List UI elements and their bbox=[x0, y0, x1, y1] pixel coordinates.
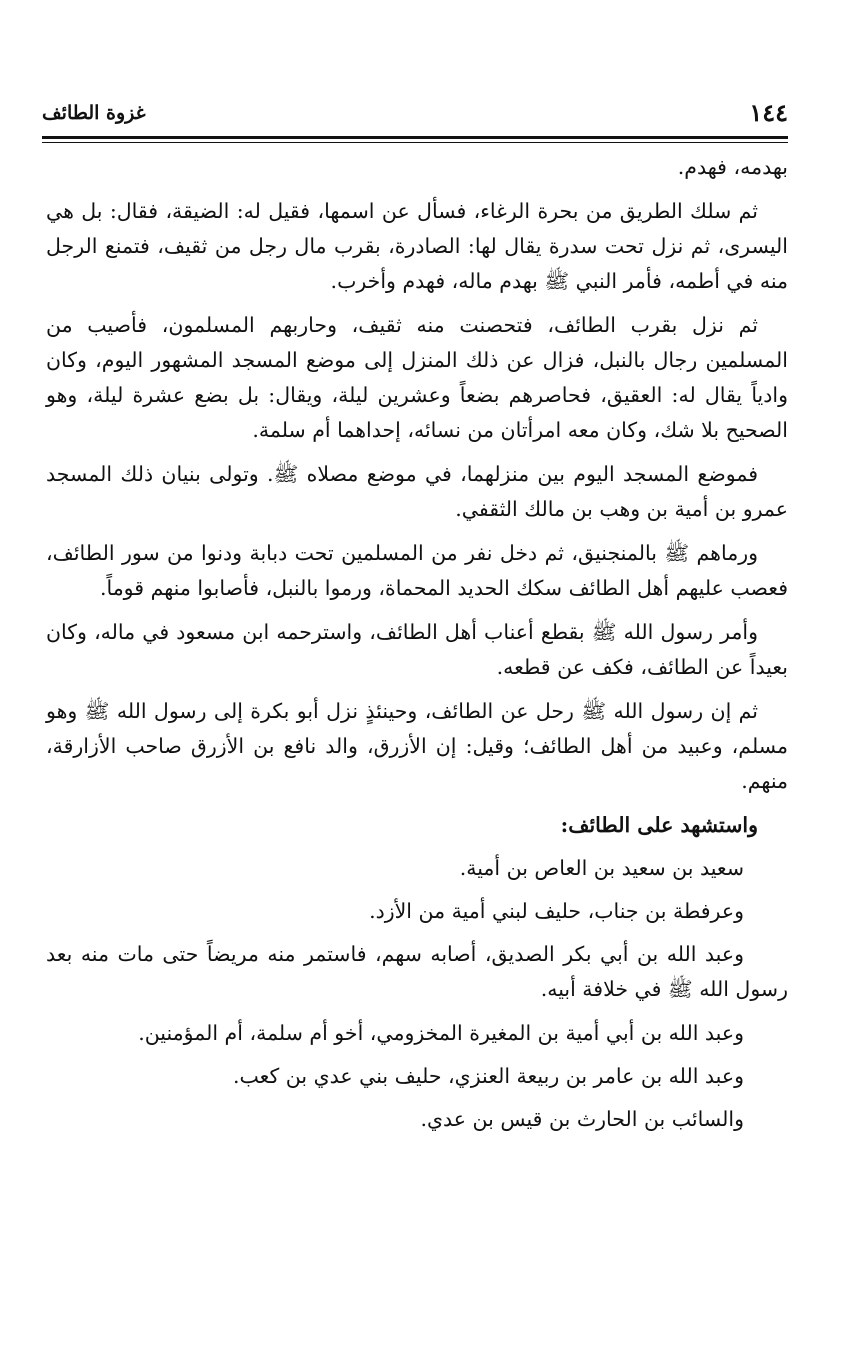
martyr-entry: والسائب بن الحارث بن قيس بن عدي. bbox=[420, 1107, 744, 1131]
header-rule-thick bbox=[42, 136, 788, 139]
paragraph: فموضع المسجد اليوم بين منزلهما، في موضع مصلاه ﷺ. وتولى بنيان ذلك المسجد عمرو بن أمية بن وهب بن مالك الثقفي. bbox=[46, 462, 788, 521]
paragraph-continuation: بهدمه، فهدم. bbox=[677, 155, 788, 179]
running-title: غزوة الطائف bbox=[42, 102, 146, 124]
page-number: ١٤٤ bbox=[749, 98, 788, 127]
body-text bbox=[46, 150, 788, 1145]
page-header bbox=[42, 98, 788, 132]
martyr-entry: وعبد الله بن أبي أمية بن المغيرة المخزومي، أخو أم سلمة، أم المؤمنين. bbox=[138, 1021, 744, 1045]
martyr-entry: وعبد الله بن أبي بكر الصديق، أصابه سهم، فاستمر منه مريضاً حتى مات منه بعد رسول الله ﷺ في خلافة أبيه. bbox=[46, 942, 788, 1001]
martyr-entry: سعيد بن سعيد بن العاص بن أمية. bbox=[459, 856, 744, 880]
paragraph: ثم نزل بقرب الطائف، فتحصنت منه ثقيف، وحاربهم المسلمون، فأصيب من المسلمين رجال بالنبل، فزال عن ذلك المنزل إلى موضع المسجد المشهور اليوم، وكان وادياً يقال له: العقيق، فحاصرهم بضعاً وعشرين ليلة، ويقال: بل بضع عشرة ليلة، وهو الصحيح بلا شك، وكان معه امرأتان من نسائه، إحداهما أم سلمة. bbox=[46, 313, 788, 442]
paragraph: ورماهم ﷺ بالمنجنيق، ثم دخل نفر من المسلمين تحت دبابة ودنوا من سور الطائف، فعصب عليهم أهل الطائف سكك الحديد المحماة، ورموا بالنبل، فأصابوا منهم قوماً. bbox=[46, 541, 788, 600]
header-rule-thin bbox=[42, 142, 788, 143]
martyr-entry: وعبد الله بن عامر بن ربيعة العنزي، حليف بني عدي بن كعب. bbox=[232, 1064, 744, 1088]
section-heading: واستشهد على الطائف: bbox=[560, 813, 758, 837]
paragraph: ثم إن رسول الله ﷺ رحل عن الطائف، وحينئذٍ نزل أبو بكرة إلى رسول الله ﷺ وهو مسلم، وعبيد من أهل الطائف؛ وقيل: إن الأزرق، والد نافع بن الأزرق صاحب الأزارقة، منهم. bbox=[46, 699, 788, 793]
paragraph: وأمر رسول الله ﷺ بقطع أعناب أهل الطائف، واسترحمه ابن مسعود في ماله، وكان بعيداً عن الطائف، فكف عن قطعه. bbox=[46, 620, 788, 679]
martyr-entry: وعرفطة بن جناب، حليف لبني أمية من الأزد. bbox=[369, 899, 744, 923]
paragraph: ثم سلك الطريق من بحرة الرغاء، فسأل عن اسمها، فقيل له: الضيقة، فقال: بل هي اليسرى، ثم نزل تحت سدرة يقال لها: الصادرة، بقرب مال رجل من ثقيف، فتمنع الرجل منه في أطمه، فأمر النبي ﷺ بهدم ماله، فهدم وأخرب. bbox=[46, 199, 788, 293]
